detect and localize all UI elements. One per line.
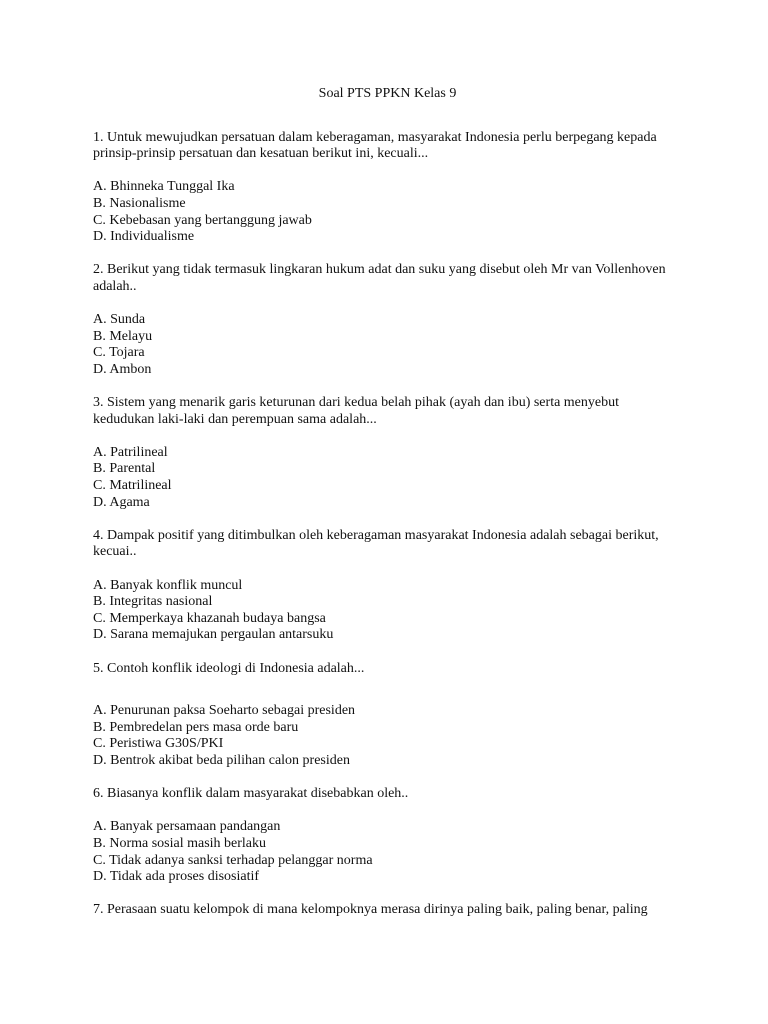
option-c: C. Tidak adanya sanksi terhadap pelanggar norma: [93, 852, 373, 868]
option-list: [93, 819, 682, 885]
question-text: 5. Contoh konflik ideologi di Indonesia adalah...: [93, 660, 365, 676]
option-c: C. Peristiwa G30S/PKI: [93, 736, 224, 752]
option-a: A. Sunda: [93, 312, 146, 328]
question-text: 3. Sistem yang menarik garis keturunan dari kedua belah pihak (ayah dan ibu) serta menyebut kedudukan laki-laki dan perempuan sama adalah...: [93, 395, 619, 427]
option-list: [93, 703, 682, 769]
question-text: 6. Biasanya konflik dalam masyarakat disebabkan oleh..: [93, 786, 409, 802]
option-d: D. Ambon: [93, 361, 152, 377]
question-text: 4. Dampak positif yang ditimbulkan oleh keberagaman masyarakat Indonesia adalah sebagai berikut, kecuai..: [93, 527, 659, 560]
option-d: D. Individualisme: [93, 229, 195, 245]
option-d: D. Agama: [93, 494, 150, 510]
option-b: B. Integritas nasional: [93, 594, 213, 610]
option-d: D. Bentrok akibat beda pilihan calon presiden: [93, 752, 350, 768]
option-list: [93, 445, 682, 511]
option-b: B. Melayu: [93, 328, 153, 344]
option-list: [93, 578, 682, 644]
question-text: 1. Untuk mewujudkan persatuan dalam keberagaman, masyarakat Indonesia perlu berpegang kepada prinsip-prinsip persatuan dan kesatuan berikut ini, kecuali...: [93, 129, 657, 162]
option-b: B. Nasionalisme: [93, 195, 186, 211]
option-c: C. Kebebasan yang bertanggung jawab: [93, 212, 312, 228]
option-a: A. Banyak persamaan pandangan: [93, 819, 281, 835]
option-b: B. Pembredelan pers masa orde baru: [93, 719, 299, 735]
question-text: 2. Berikut yang tidak termasuk lingkaran hukum adat dan suku yang disebut oleh Mr van Vollenhoven adalah..: [93, 262, 666, 294]
option-b: B. Parental: [93, 461, 156, 477]
question-3: [93, 395, 682, 511]
option-a: A. Bhinneka Tunggal Ika: [93, 179, 235, 195]
question-text: 7. Perasaan suatu kelompok di mana kelompoknya merasa dirinya paling baik, paling benar, paling: [93, 902, 648, 918]
question-5: [93, 661, 682, 770]
option-list: [93, 179, 682, 245]
option-a: A. Patrilineal: [93, 444, 168, 460]
question-1: [93, 130, 682, 246]
option-d: D. Tidak ada proses disosiatif: [93, 869, 260, 885]
question-6: [93, 786, 682, 886]
option-d: D. Sarana memajukan pergaulan antarsuku: [93, 627, 334, 643]
option-list: [93, 312, 682, 378]
question-2: [93, 262, 682, 378]
document-title: Soal PTS PPKN Kelas 9: [318, 86, 457, 101]
option-c: C. Tojara: [93, 345, 145, 361]
option-b: B. Norma sosial masih berlaku: [93, 835, 267, 851]
option-a: A. Banyak konflik muncul: [93, 577, 243, 593]
option-c: C. Matrilineal: [93, 478, 172, 494]
question-4: [93, 528, 682, 644]
question-7: [93, 902, 682, 919]
option-c: C. Memperkaya khazanah budaya bangsa: [93, 610, 326, 626]
option-a: A. Penurunan paksa Soeharto sebagai presiden: [93, 703, 356, 719]
